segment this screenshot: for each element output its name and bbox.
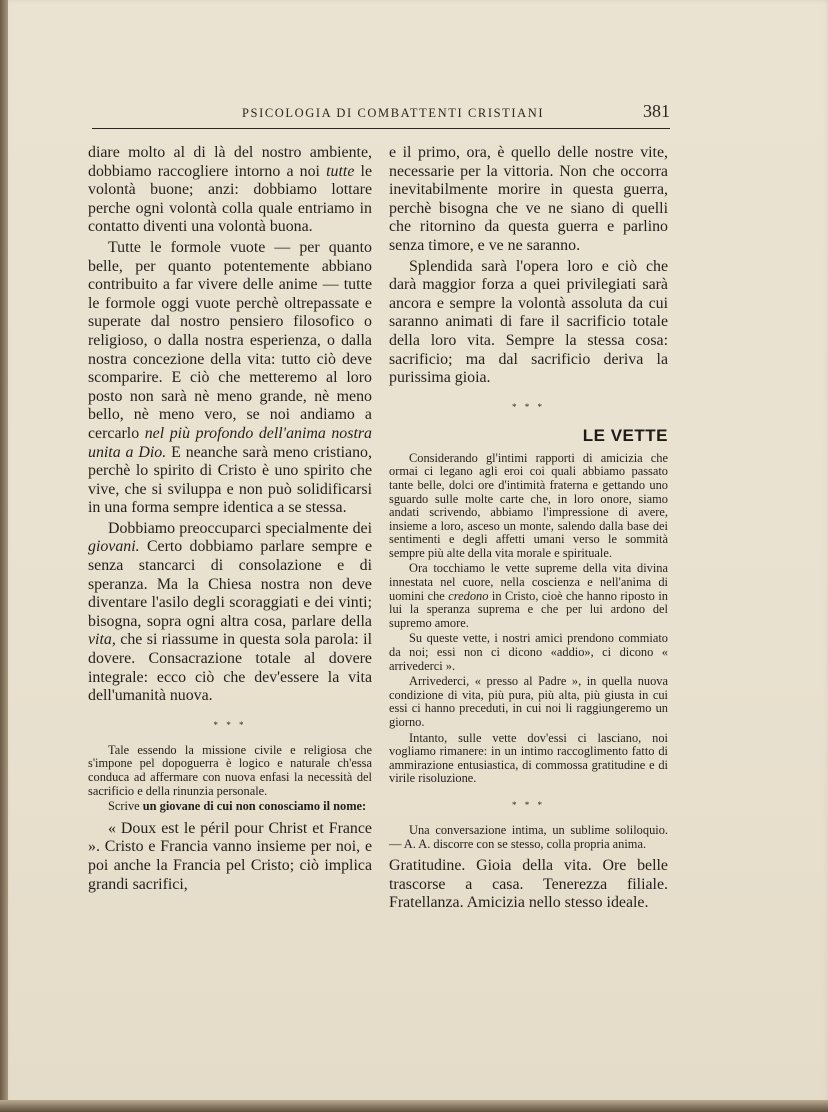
left-column bbox=[88, 144, 372, 894]
right-paragraph-9: Gratitudine. Gioia della vita. Ore belle trascorse a casa. Tenerezza filiale. Fratellanza. Amicizia nello stesso ideale. bbox=[389, 857, 668, 912]
running-header bbox=[92, 100, 670, 129]
section-separator-stars: * * * bbox=[512, 799, 545, 810]
right-paragraph-1: e il primo, ora, è quello delle nostre vite, necessarie per la vittoria. Non che occorra inevitabilmente morire in questa guerra, perchè bisogna che ve ne siano di quelli che ritornino da questa guerra e parlino senza timore, e ve ne saranno. bbox=[389, 144, 668, 254]
right-paragraph-6: Arrivederci, « presso al Padre », in quella nuova condizione di vita, più pura, più alta, più giusta in cui essi ci hanno preceduti, in cui noi li raggiungeremo un giorno. bbox=[389, 674, 668, 729]
page-bottom-edge bbox=[0, 1100, 828, 1112]
left-paragraph-4: Tale essendo la missione civile e religiosa che s'impone pel dopoguerra è logico e naturale ch'essa conduca ad affermare con nuova enfasi la necessità del sacrificio e della rinunzia personale. bbox=[88, 742, 372, 798]
section-separator-stars: * * * bbox=[512, 401, 545, 412]
left-paragraph-2: Tutte le formole vuote — per quanto belle, per quanto potentemente abbiano contribuito a far vivere delle anime — tutte le formole oggi vuote perchè oltrepassate e superate dal nostro pensiero filosofico o religioso, o dalla nostra esperienza, o dalla nostra concezione della vita: tutto ciò deve scomparire. E ciò che metteremo al loro posto non sarà nè meno grande, nè meno bello, nè meno vero, se noi andiamo a cercarlo nel più profondo dell'anima nostra unita a Dio. E neanche sarà meno cristiano, perchè lo spirito di Cristo è uno spirito che vive, che si sviluppa e non può solidificarsi in una forma sempre identica a se stessa. bbox=[88, 238, 372, 517]
right-paragraph-3: Considerando gl'intimi rapporti di amicizia che ormai ci legano agli eroi coi quali abbiamo passato tante belle, dolci ore d'intimità fraterna e gettando uno sguardo sulle molte carte che, in loro onore, siamo andati scrivendo, abbiamo l'impressione di avere, insieme a loro, asceso un monte, salendo dalla base dei sentimenti e degli affetti umani verso le sommità sempre più alte della vita morale e spirituale. bbox=[389, 450, 668, 560]
right-column bbox=[389, 144, 668, 913]
right-paragraph-4: Ora tocchiamo le vette supreme della vita divina innestata nel cuore, nella coscienza e nell'anima di uomini che credono in Cristo, cioè che hanno riposto in lui la speranza suprema e che per lui ardono del supremo amore. bbox=[389, 561, 668, 630]
left-paragraph-1: diare molto al di là del nostro ambiente, dobbiamo raccogliere intorno a noi tutte le volontà buone; anzi: dobbiamo lottare perche ogni volontà colla quale entriamo in contatto diventi una volontà buona. bbox=[88, 144, 372, 236]
right-paragraph-8: Una conversazione intima, un sublime soliloquio. — A. A. discorre con se stesso, colla propria anima. bbox=[389, 822, 668, 851]
book-spine bbox=[0, 0, 8, 1112]
left-paragraph-6: « Doux est le péril pour Christ et France ». Cristo e Francia vanno insieme per noi, e poi anche la Francia pel Cristo; ciò implica grandi sacrifici, bbox=[88, 819, 372, 893]
section-separator-stars: * * * bbox=[213, 719, 247, 730]
page-number: 381 bbox=[643, 101, 670, 121]
running-title: PSICOLOGIA DI COMBATTENTI CRISTIANI bbox=[242, 106, 545, 120]
right-paragraph-2: Splendida sarà l'opera loro e ciò che darà maggior forza a quei privilegiati sarà ancora e sempre la volontà assoluta da cui saranno animati di fare il sacrificio totale della loro vita. Sempre la stessa cosa: sacrificio; ma dal sacrificio deriva la purissima gioia. bbox=[389, 257, 668, 387]
left-paragraph-3: Dobbiamo preoccuparci specialmente dei giovani. Certo dobbiamo parlare sempre e senza stancarci di consolazione e di speranza. Ma la Chiesa nostra non deve diventare l'asilo degli scoraggiati e dei vinti; bisogna, sopra ogni altra cosa, parlare della vita, che si riassume in questa sola parola: il dovere. Consacrazione totale al dovere integrale: ecco ciò che dev'essere la vita dell'umanità nuova. bbox=[88, 519, 372, 705]
right-paragraph-5: Su queste vette, i nostri amici prendono commiato da noi; essi non ci dicono «addio», ci dicono « arrivederci ». bbox=[389, 631, 668, 673]
right-paragraph-7: Intanto, sulle vette dov'essi ci lasciano, noi vogliamo rimanere: in un intimo raccoglimento fatto di ammirazione entusiastica, di commossa gratitudine e di virile risoluzione. bbox=[389, 730, 668, 786]
section-title: LE VETTE bbox=[582, 425, 668, 445]
left-paragraph-5: Scrive un giovane di cui non conosciamo il nome: bbox=[108, 799, 367, 814]
